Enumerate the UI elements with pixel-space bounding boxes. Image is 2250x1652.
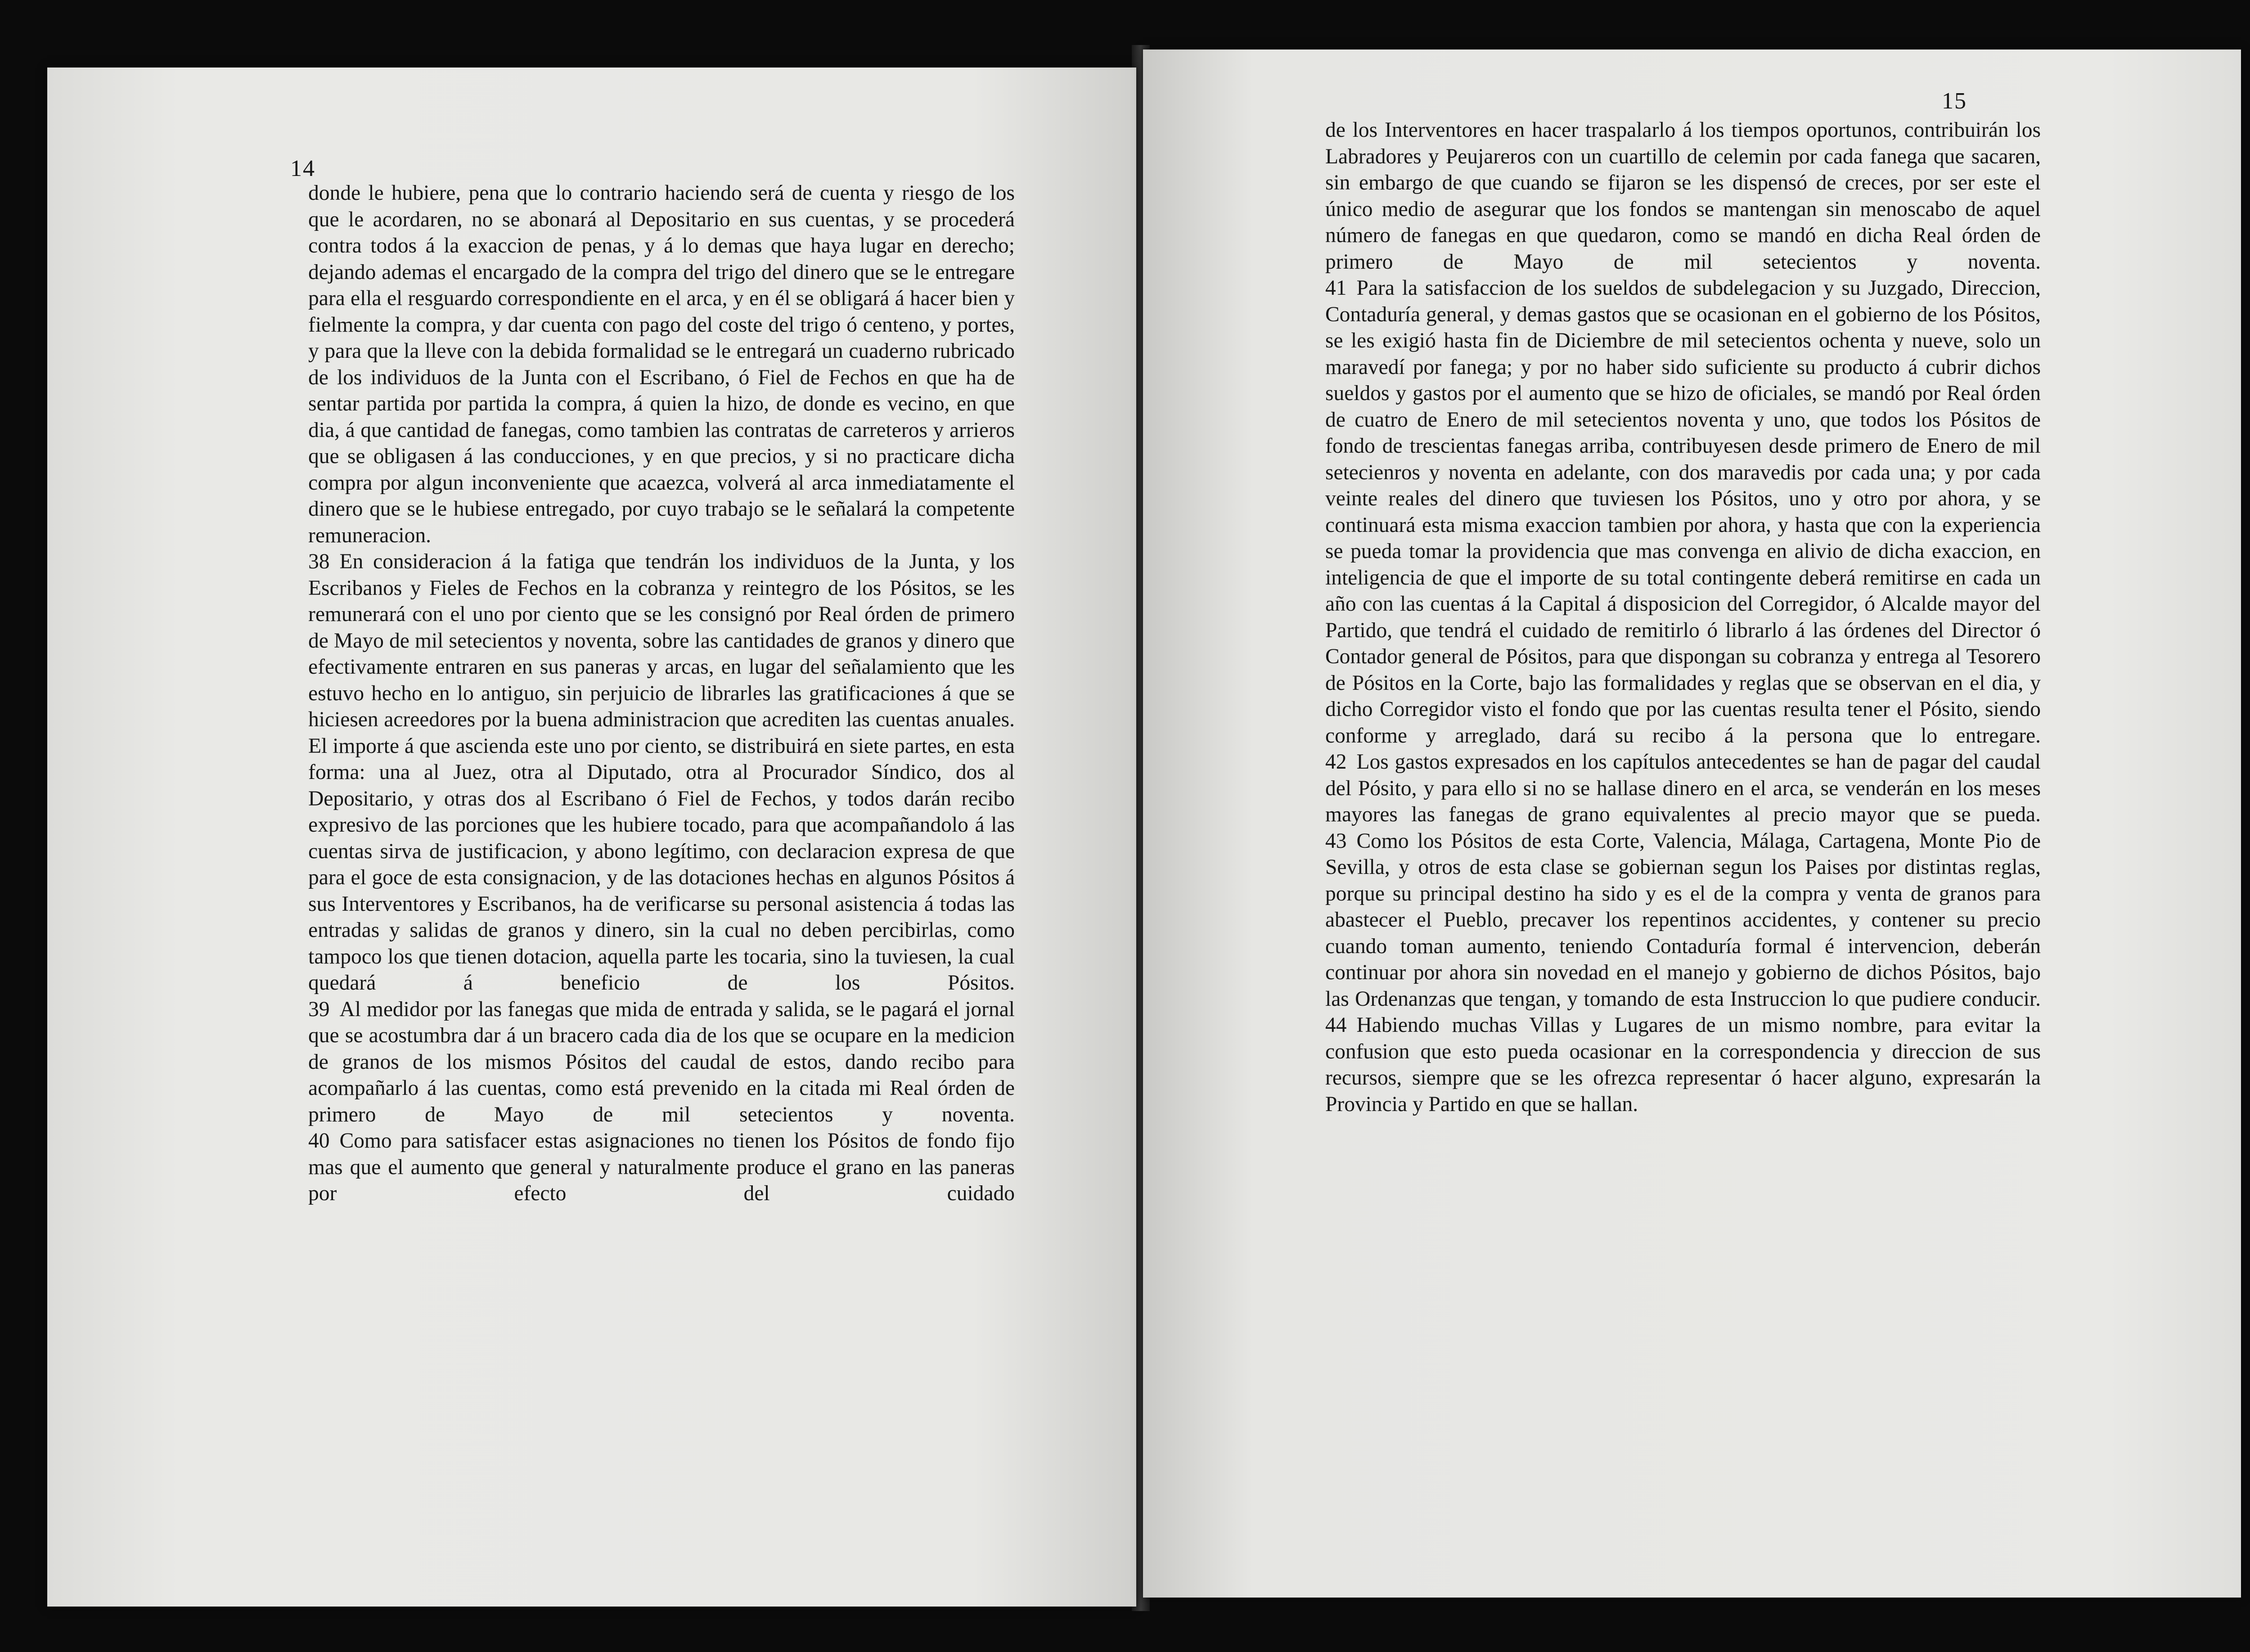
paragraph-text: Los gastos expresados en los capítulos antecedentes se han de pagar del caudal del Pósito, y para ello si no se hallase dinero en el arca, se venderán en los meses mayores las fanegas de grano equivalentes al precio mayor que se pueda.	[1325, 750, 2041, 826]
right-page-number: 15	[1942, 88, 1967, 114]
left-page-text	[308, 180, 1015, 1207]
paragraph-continuation	[1325, 117, 2041, 275]
paragraph-continuation	[308, 180, 1015, 549]
paragraph-43	[1325, 828, 2041, 1013]
paragraph-number: 40	[308, 1129, 330, 1152]
paragraph-text: Habiendo muchas Villas y Lugares de un mismo nombre, para evitar la confusion que esto pueda ocasionar en la correspondencia y direccion de sus recursos, siempre que se les ofrezca representar ó hacer alguno, expresarán la Provincia y Partido en que se hallan.	[1325, 1013, 2041, 1116]
paragraph-number: 41	[1325, 276, 1347, 300]
paragraph-text: donde le hubiere, pena que lo contrario haciendo será de cuenta y riesgo de los que le acordaren, no se abonará al Depositario en sus cuentas, y se procederá contra todos á la exaccion de penas, y á lo demas que haya lugar en derecho; dejando ademas el encargado de la compra del trigo del dinero que se le entregare para ella el resguardo correspondiente en el arca, y en él se obligará á hacer bien y fielmente la compra, y dar cuenta con pago del coste del trigo ó centeno, y portes, y para que la lleve con la debida formalidad se le entregará un cuaderno rubricado de los individuos de la Junta con el Escribano, ó Fiel de Fechos en que ha de sentar partida por partida la compra, á quien la hizo, de donde es vecino, en que dia, á que cantidad de fanegas, como tambien las contratas de carreteros y arrieros que se obligasen á las conducciones, y en que precios, y si no practicare dicha compra por algun inconveniente que acaezca, volverá al arca inmediatamente el dinero que se le hubiese entregado, por cuyo trabajo se le señalará la competente remuneracion.	[308, 181, 1015, 547]
paragraph-40	[308, 1128, 1015, 1207]
paragraph-number: 39	[308, 997, 330, 1021]
paragraph-number: 42	[1325, 750, 1347, 774]
paragraph-number: 38	[308, 550, 330, 573]
paragraph-text: En consideracion á la fatiga que tendrán los individuos de la Junta, y los Escribanos y Fieles de Fechos en la cobranza y reintegro de los Pósitos, se les remunerará con el uno por ciento que se les consignó por Real órden de primero de Mayo de mil setecientos y noventa, sobre las cantidades de granos y dinero que efectivamente entraren en sus paneras y arcas, en lugar del señalamiento que les estuvo hecho en lo antiguo, sin perjuicio de librarles las gratificaciones á que se hiciesen acreedores por la buena administracion que acrediten las cuentas anuales. El importe á que ascienda este uno por ciento, se distribuirá en siete partes, en esta forma: una al Juez, otra al Diputado, otra al Procurador Síndico, dos al Depositario, y otras dos al Escribano ó Fiel de Fechos, y todos darán recibo expresivo de las porciones que les hubiere tocado, para que acompañandolo á las cuentas sirva de justificacion, y abono legítimo, con declaracion expresa de que para el goce de esta consignacion, y de las dotaciones hechas en algunos Pósitos á sus Interventores y Escribanos, ha de verificarse su personal asistencia á todas las entradas y salidas de granos y dinero, sin la cual no deben percibirlas, como tampoco los que tienen dotacion, aquella parte les tocaria, sino la tuviesen, la cual quedará á beneficio de los Pósitos.	[308, 550, 1015, 995]
paragraph-42	[1325, 749, 2041, 828]
paragraph-text: Como los Pósitos de esta Corte, Valencia, Málaga, Cartagena, Monte Pio de Sevilla, y otros de esta clase se gobiernan segun los Paises por distintas reglas, porque su principal destino ha sido y es el de la compra y venta de granos para abastecer el Pueblo, precaver los repentinos accidentes, y contener su precio cuando toman aumento, teniendo Contaduría formal é intervencion, deberán continuar por ahora sin novedad en el manejo y gobierno de dichos Pósitos, bajo las Ordenanzas que tengan, y tomando de esta Instruccion lo que pudiere conducir.	[1325, 829, 2041, 1011]
paragraph-text: de los Interventores en hacer traspalarlo á los tiempos oportunos, contribuirán los Labradores y Peujareros con un cuartillo de celemin por cada fanega que sacaren, sin embargo de que cuando se fijaron se les dispensó de creces, por ser este el único medio de asegurar que los fondos se mantengan sin menoscabo de aquel número de fanegas en que quedaron, como se mandó en dicha Real órden de primero de Mayo de mil setecientos y noventa.	[1325, 118, 2041, 274]
paragraph-number: 43	[1325, 829, 1347, 853]
paragraph-number: 44	[1325, 1013, 1347, 1037]
left-page	[47, 68, 1136, 1607]
right-page-text	[1325, 117, 2041, 1117]
left-page-number: 14	[290, 156, 315, 181]
paragraph-44	[1325, 1012, 2041, 1117]
paragraph-39	[308, 996, 1015, 1128]
paragraph-text: Al medidor por las fanegas que mida de entrada y salida, se le pagará el jornal que se acostumbra dar á un bracero cada dia de los que se ocupare en la medicion de granos de los mismos Pósitos del caudal de estos, dando recibo para acompañarlo á las cuentas, como está prevenido en la citada mi Real órden de primero de Mayo de mil setecientos y noventa.	[308, 997, 1015, 1126]
paragraph-text: Para la satisfaccion de los sueldos de subdelegacion y su Juzgado, Direccion, Contaduría general, y demas gastos que se ocasionan en el gobierno de los Pósitos, se les exigió hasta fin de Diciembre de mil setecientos ochenta y nueve, solo un maravedí por fanega; y por no haber sido suficiente su producto á cubrir dichos sueldos y gastos por el aumento que se hizo de oficiales, se mandó por Real órden de cuatro de Enero de mil setecientos noventa y uno, que todos los Pósitos de fondo de trescientas fanegas arriba, contribuyesen desde primero de Enero de mil setecienros y noventa en adelante, con dos maravedis por cada una; y por cada veinte reales del dinero que tuviesen los Pósitos, uno y otro por ahora, y se continuará esta misma exaccion tambien por ahora, y hasta que con la experiencia se pueda tomar la providencia que mas convenga en alivio de dicha exaccion, en inteligencia de que el importe de su total contingente deberá remitirse en cada un año con las cuentas á la Capital á disposicion del Corregidor, ó Alcalde mayor del Partido, que tendrá el cuidado de remitirlo ó librarlo á las órdenes del Director ó Contador general de Pósitos, para que dispongan su cobranza y entrega al Tesorero de Pósitos en la Corte, bajo las formalidades y reglas que se observan en el dia, y dicho Corregidor visto el fondo que por las cuentas resulta tener el Pósito, siendo conforme y arreglado, dará su recibo á la persona que lo entregare.	[1325, 276, 2041, 747]
right-page	[1143, 50, 2241, 1598]
paragraph-41	[1325, 275, 2041, 749]
paragraph-text: Como para satisfacer estas asignaciones no tienen los Pósitos de fondo fijo mas que el aumento que general y naturalmente produce el grano en las paneras por efecto del cuidado	[308, 1129, 1015, 1205]
paragraph-38	[308, 549, 1015, 996]
